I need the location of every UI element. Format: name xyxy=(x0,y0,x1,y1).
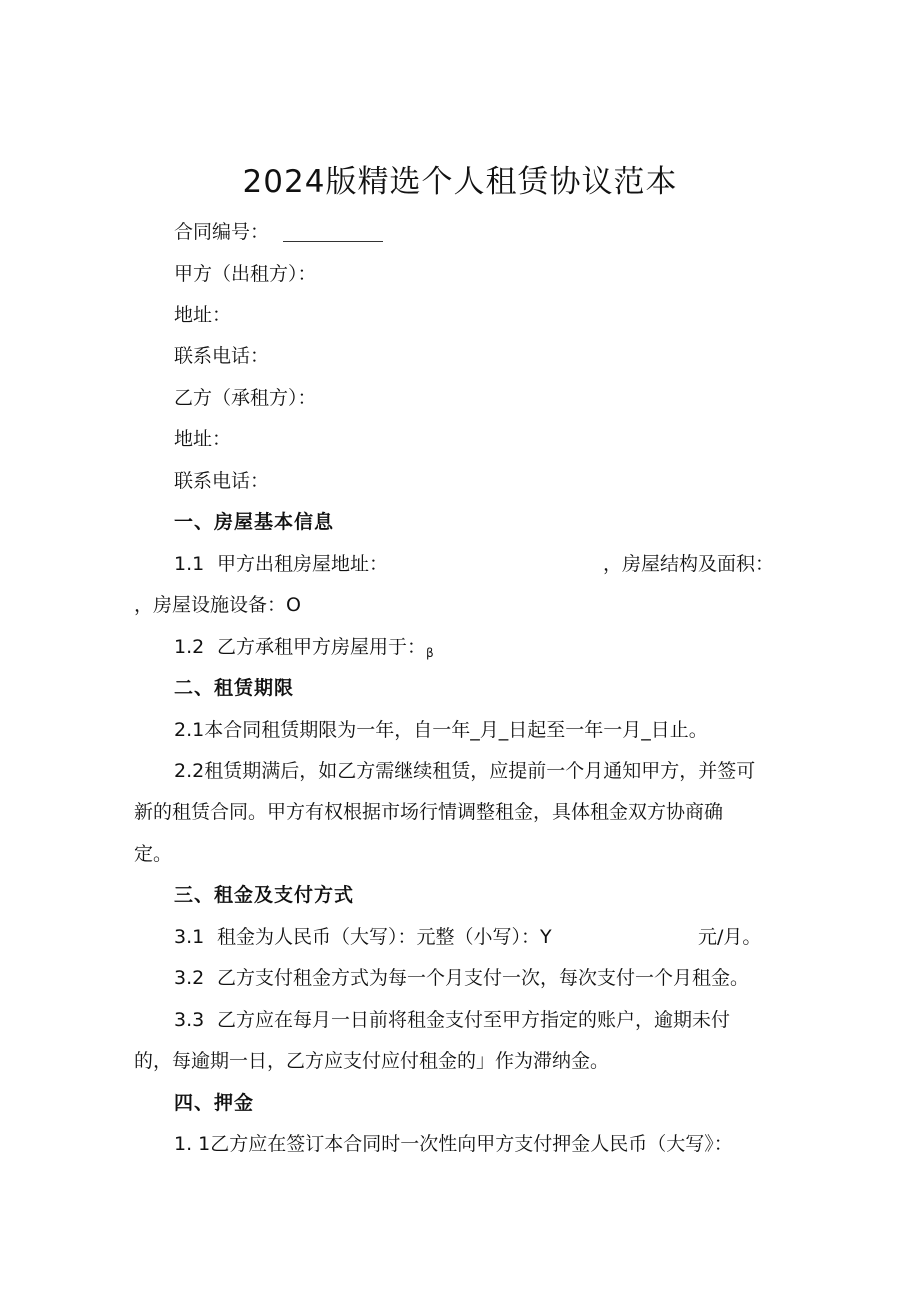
clause-3-3-line-1: 乙方应在每月一日前将租金支付至甲方指定的账户，逾期未付 xyxy=(217,1009,731,1031)
clause-3-2-num: 3.2 xyxy=(174,967,205,989)
clause-3-3-num: 3.3 xyxy=(174,1009,205,1031)
party-b-address: 地址： xyxy=(174,428,232,450)
contract-number-line xyxy=(174,220,383,244)
clause-3-1-unit: 元/月。 xyxy=(698,926,762,948)
contract-number-label: 合同编号： xyxy=(174,221,270,243)
clause-1-1-facilities: ，房屋设施设备：O xyxy=(134,594,301,616)
clause-2-2-line-3: 定。 xyxy=(134,843,173,865)
clause-1-1-num: 1.1 xyxy=(174,553,205,575)
clause-3-3-line-2: 的，每逾期一日，乙方应支付应付租金的」作为滞纳金。 xyxy=(134,1050,610,1072)
clause-3-2-text: 乙方支付租金方式为每一个月支付一次，每次支付一个月租金。 xyxy=(217,967,750,989)
clause-1-1-structure: ，房屋结构及面积： xyxy=(603,553,775,575)
contract-number-blank xyxy=(283,223,383,242)
party-b-label: 乙方（承租方）： xyxy=(174,387,317,409)
clause-1-1-text: 甲方出租房屋地址： xyxy=(217,553,389,575)
section-3-heading: 三、租金及支付方式 xyxy=(174,884,355,906)
clause-1-2-mark: β xyxy=(426,646,434,660)
party-a-label: 甲方（出租方）： xyxy=(174,263,317,285)
clause-3-1-text: 租金为人民币（大写）：元整（小写）：Y xyxy=(217,926,552,948)
clause-2-2-line-1: 2.2租赁期满后，如乙方需继续租赁，应提前一个月通知甲方，并签可 xyxy=(174,760,756,782)
clause-2-1: 2.1本合同租赁期限为一年，自一年_月_日起至一年一月_日止。 xyxy=(174,719,708,741)
document-title: 2024版精选个人租赁协议范本 xyxy=(242,164,678,200)
section-4-heading: 四、押金 xyxy=(174,1092,255,1114)
clause-1-2-num: 1.2 xyxy=(174,636,205,658)
section-2-heading: 二、租赁期限 xyxy=(174,677,295,699)
clause-1-2-text: 乙方承租甲方房屋用于： xyxy=(217,636,427,658)
section-1-heading: 一、房屋基本信息 xyxy=(174,511,335,533)
clause-3-1-num: 3.1 xyxy=(174,926,205,948)
clause-1-2-line xyxy=(217,635,434,665)
party-a-phone: 联系电话： xyxy=(174,345,270,367)
clause-4-1: 1. 1乙方应在签订本合同时一次性向甲方支付押金人民币（大写》： xyxy=(174,1133,733,1155)
clause-2-2-line-2: 新的租赁合同。甲方有权根据市场行情调整租金，具体租金双方协商确 xyxy=(134,801,724,823)
party-b-phone: 联系电话： xyxy=(174,470,270,492)
party-a-address: 地址： xyxy=(174,304,232,326)
